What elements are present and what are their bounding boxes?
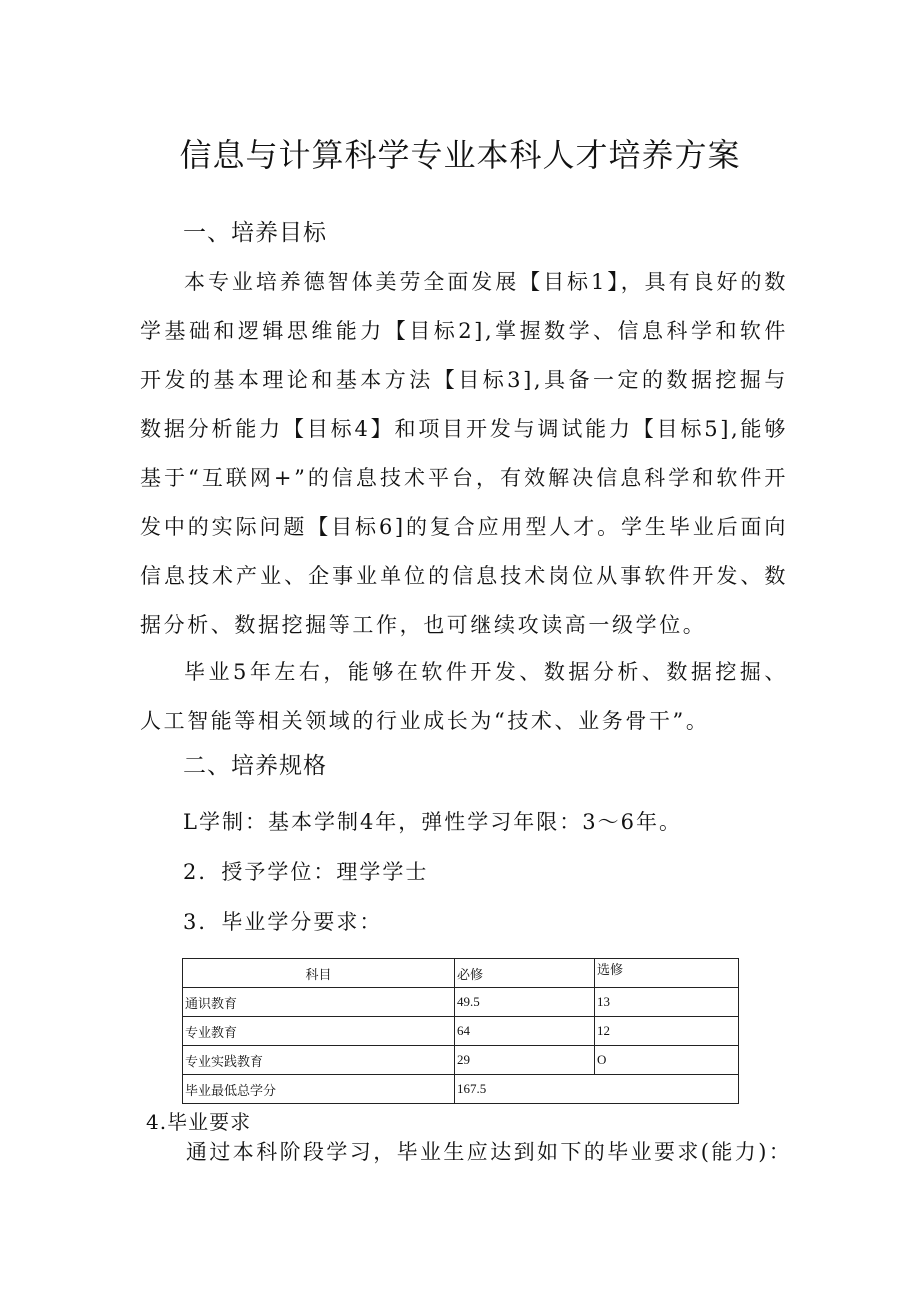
graduation-requirements-intro: 通过本科阶段学习，毕业生应达到如下的毕业要求(能力)： [186, 1140, 793, 1164]
row-subject: 专业教育 [183, 1017, 455, 1046]
credits-table [182, 958, 739, 1104]
section-heading-specifications: 二、培养规格 [183, 753, 327, 779]
row-elective: O [595, 1046, 739, 1075]
header-required: 必修 [455, 959, 595, 988]
objectives-paragraph: 本专业培养德智体美劳全面发展【目标1】，具有良好的数学基础和逻辑思维能力【目标2],掌握数学、信息科学和软件开发的基本理论和基本方法【目标3],具备一定的数据挖掘与数据分析能力【目标4】和项目开发与调试能力【目标5],能够基于“互联网+”的信息技术平台，有效解决信息科学和软件开发中的实际问题【目标6]的复合应用型人才。学生毕业后面向信息技术产业、企事业单位的信息技术岗位从事软件开发、数据分析、数据挖掘等工作，也可继续攻读高一级学位。 [140, 270, 788, 637]
spec-item-degree: 2．授予学位：理学学士 [183, 860, 429, 884]
spec-item-credits: 3．毕业学分要求： [183, 910, 383, 934]
table-row [183, 988, 739, 1017]
header-subject: 科目 [183, 959, 455, 988]
header-elective: 选修 [595, 959, 739, 988]
row-required: 49.5 [455, 988, 595, 1017]
total-value: 167.5 [455, 1075, 739, 1104]
row-elective: 13 [595, 988, 739, 1017]
table-total-row [183, 1075, 739, 1104]
row-subject: 通识教育 [183, 988, 455, 1017]
career-paragraph: 毕业5年左右，能够在软件开发、数据分析、数据挖掘、人工智能等相关领域的行业成长为“技术、业务骨干”。 [140, 660, 788, 733]
page-title: 信息与计算科学专业本科人才培养方案 [179, 136, 741, 174]
row-required: 29 [455, 1046, 595, 1075]
table-header-row [183, 959, 739, 988]
row-subject: 专业实践教育 [183, 1046, 455, 1075]
row-required: 64 [455, 1017, 595, 1046]
total-label: 毕业最低总学分 [183, 1075, 455, 1104]
table-row [183, 1017, 739, 1046]
graduation-requirements-heading: 4.毕业要求 [146, 1110, 252, 1134]
section-heading-objectives: 一、培养目标 [183, 220, 327, 246]
spec-item-duration: L学制：基本学制4年，弹性学习年限：3～6年。 [183, 810, 683, 834]
row-elective: 12 [595, 1017, 739, 1046]
table-row [183, 1046, 739, 1075]
